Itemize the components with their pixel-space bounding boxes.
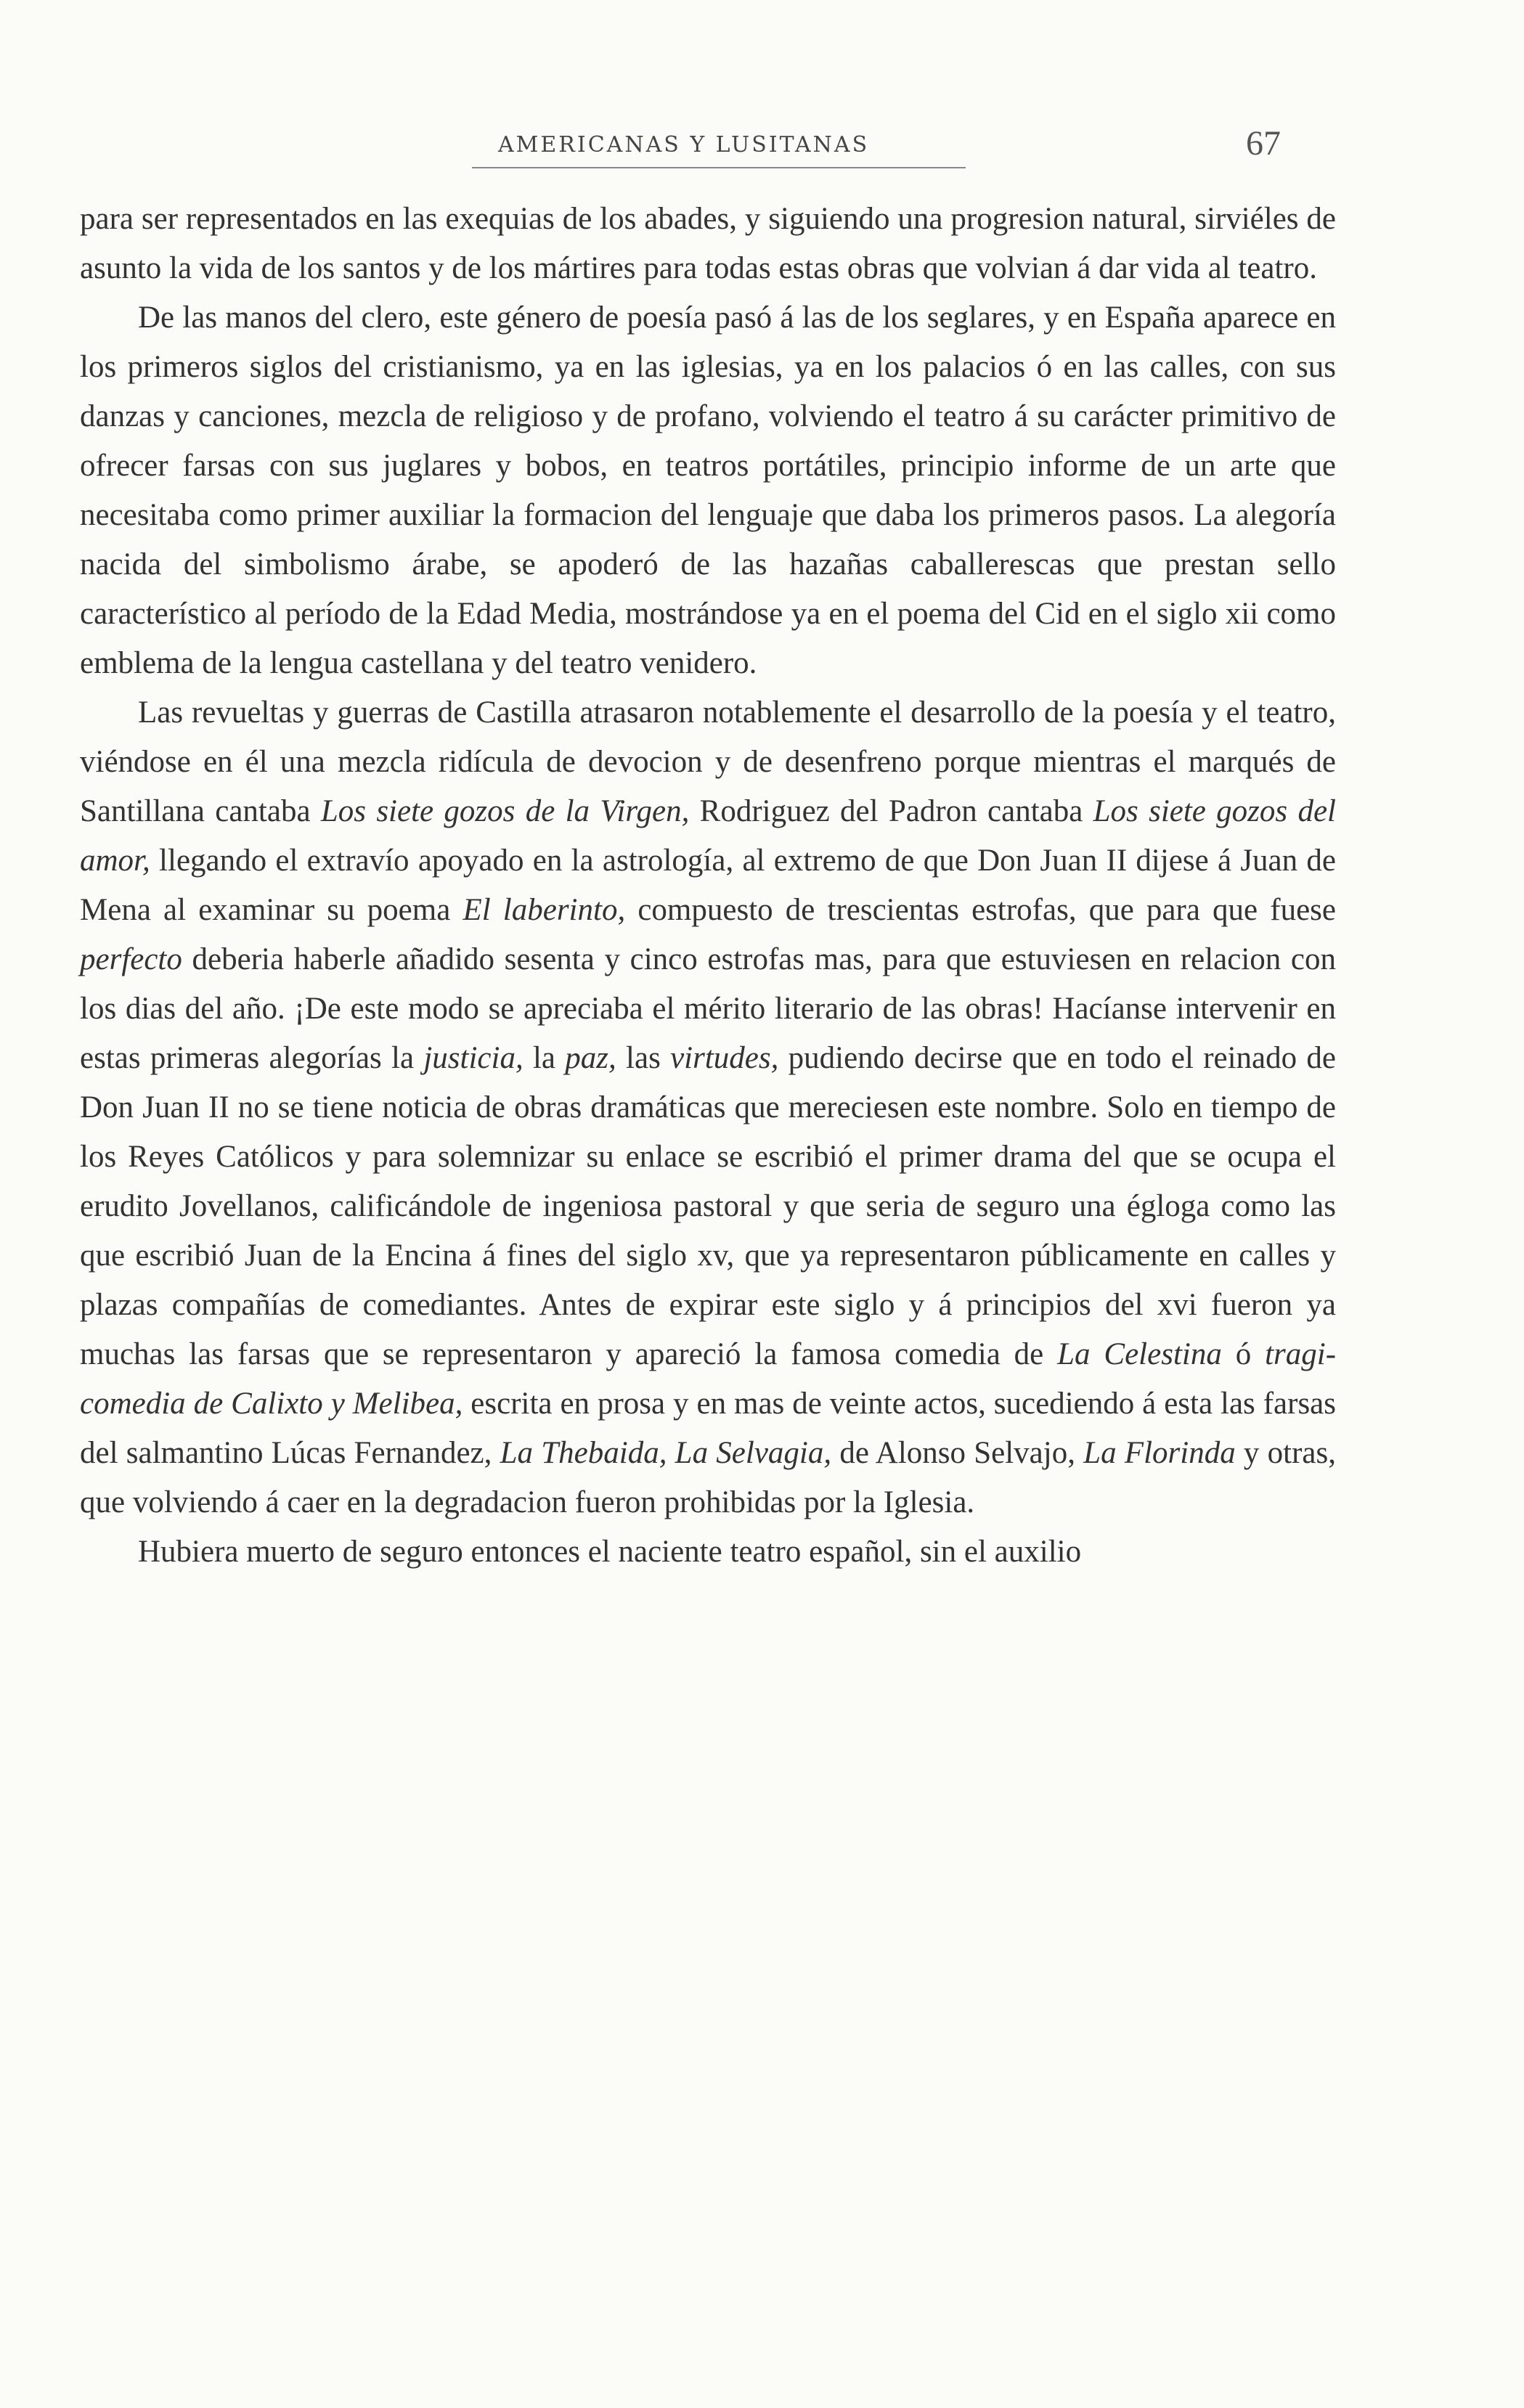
text-segment: ó xyxy=(1221,1337,1266,1371)
body-text xyxy=(80,195,1336,1577)
text-segment: y otras, que volviendo á caer en la degradacion fueron prohibidas por la Iglesia. xyxy=(80,1436,1336,1519)
italic-title: La Celestina xyxy=(1057,1337,1222,1371)
paragraph xyxy=(80,293,1336,688)
italic-title: tragi-comedia de Calixto y Melibea, xyxy=(80,1337,1337,1421)
paragraph xyxy=(80,195,1336,293)
text-segment: De las manos del clero, este género de poesía pasó á las de los seglares, y en España aparece en los primeros siglos del cristianismo, ya en las iglesias, ya en los palacios ó en las calles, con sus danzas y canciones, mezcla de religioso y de profano, volviendo el teatro á su carácter primitivo de ofrecer farsas con sus juglares y bobos, en teatros portátiles, principio informe de un arte que necesitaba como primer auxiliar la formacion del lenguaje que daba los primeros pasos. La alegoría nacida del simbolismo árabe, se apoderó de las hazañas caballerescas que prestan sello característico al período de la Edad Media, mostrándose ya en el poema del Cid en el siglo xii como emblema de la lengua castellana y del teatro venidero. xyxy=(80,301,1336,680)
paragraph xyxy=(80,688,1336,1527)
text-segment: Rodriguez del Padron cantaba xyxy=(689,794,1093,828)
italic-word: paz, xyxy=(565,1041,616,1075)
text-segment: para ser representados en las exequias de los abades, y siguiendo una progresion natural, sirviéles de asunto la vida de los santos y de los mártires para todas estas obras que volvian á dar vida al teatro. xyxy=(80,202,1336,285)
text-segment: la xyxy=(523,1041,566,1075)
text-segment: Las revueltas y guerras de Castilla atrasaron notablemente el desarrollo de la poesía y el teatro, viéndose en él una mezcla ridícula de devocion y de desenfreno porque mientras el marqués de Santillana cantaba xyxy=(80,695,1336,828)
italic-title: Los siete gozos del amor, xyxy=(80,794,1336,878)
italic-title: La Thebaida, La Selvagia, xyxy=(500,1436,832,1470)
page-number: 67 xyxy=(1246,124,1281,163)
running-header: AMERICANAS Y LUSITANAS xyxy=(498,132,870,158)
paragraph xyxy=(80,1527,1336,1577)
text-segment: escrita en prosa y en mas de veinte actos, sucediendo á esta las farsas del salmantino Lúcas Fernandez, xyxy=(80,1387,1336,1470)
italic-title: Los siete gozos de la Virgen, xyxy=(320,794,690,828)
header-rule xyxy=(472,167,966,168)
italic-word: justicia, xyxy=(423,1041,523,1075)
text-segment: llegando el extravío apoyado en la astrología, al extremo de que Don Juan II dijese á Juan de Mena al examinar su poema xyxy=(80,844,1336,927)
italic-title: El laberinto, xyxy=(463,893,626,927)
italic-word: perfecto xyxy=(80,942,182,976)
text-segment: las xyxy=(616,1041,671,1075)
italic-word: virtudes, xyxy=(670,1041,779,1075)
text-segment: Hubiera muerto de seguro entonces el naciente teatro español, sin el auxilio xyxy=(138,1535,1082,1569)
text-segment: de Alonso Selvajo, xyxy=(831,1436,1084,1470)
italic-title: La Florinda xyxy=(1083,1436,1236,1470)
text-segment: deberia haberle añadido sesenta y cinco estrofas mas, para que estuviesen en relacion con los dias del año. ¡De este modo se apreciaba el mérito literario de las obras! Hacíanse intervenir en estas primeras alegorías la xyxy=(80,942,1336,1075)
text-segment: pudiendo decirse que en todo el reinado de Don Juan II no se tiene noticia de obras dramáticas que mereciesen este nombre. Solo en tiempo de los Reyes Católicos y para solemnizar su enlace se escribió el primer drama del que se ocupa el erudito Jovellanos, calificándole de ingeniosa pastoral y que seria de seguro una égloga como las que escribió Juan de la Encina á fines del siglo xv, que ya representaron públicamente en calles y plazas compañías de comediantes. Antes de expirar este siglo y á principios del xvi fueron ya muchas las farsas que se representaron y apareció la famosa comedia de xyxy=(80,1041,1336,1371)
text-segment: compuesto de trescientas estrofas, que para que fuese xyxy=(625,893,1336,927)
